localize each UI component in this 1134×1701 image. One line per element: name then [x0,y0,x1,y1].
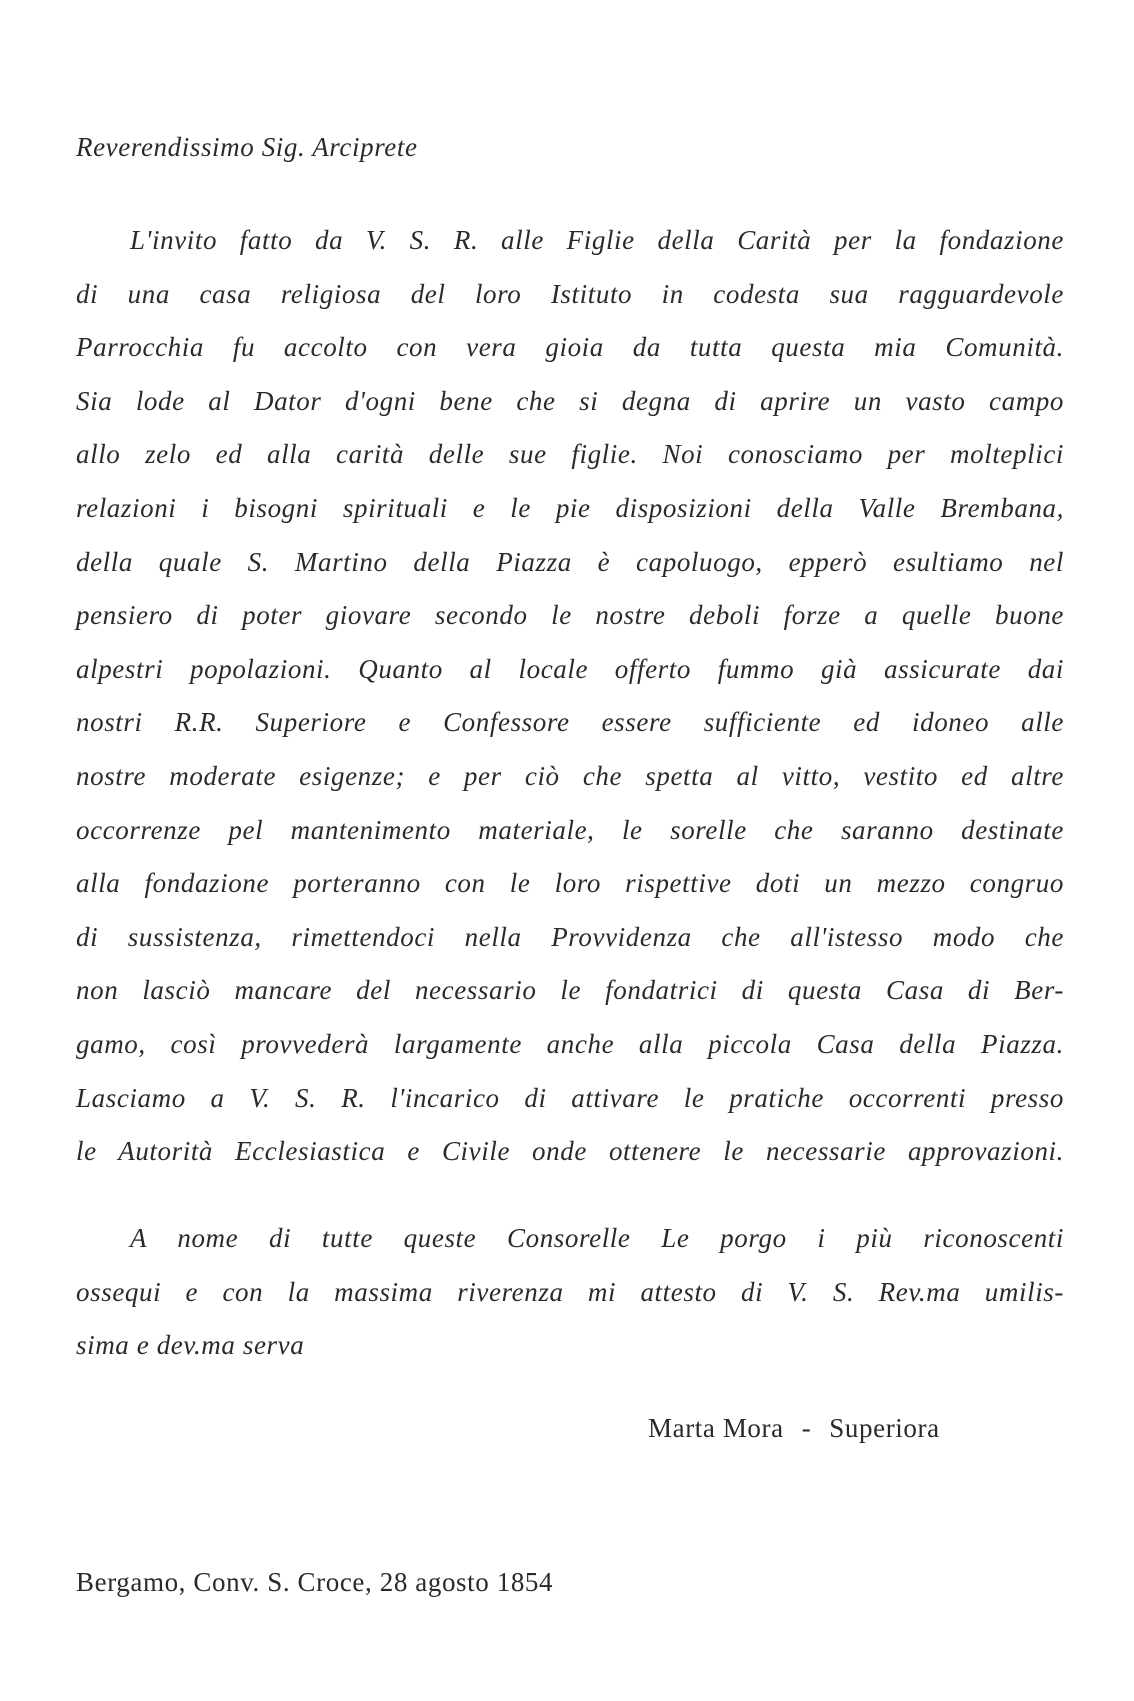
text-line: relazioni i bisogni spirituali e le pie disposizioni della Valle Brembana, [76,492,1064,523]
text-line: Lasciamo a V. S. R. l'incarico di attivare le pratiche occorrenti presso [76,1082,1064,1113]
paragraph-invitation [76,214,1064,1179]
signature [648,1413,940,1444]
paragraph-closing [76,1212,1064,1373]
text-line: gamo, così provvederà largamente anche alla piccola Casa della Piazza. [76,1028,1064,1059]
text-line: ossequi e con la massima riverenza mi attesto di V. S. Rev.ma umilis- [76,1276,1064,1307]
text-line: L'invito fatto da V. S. R. alle Figlie della Carità per la fondazione [130,225,1064,255]
text-line: della quale S. Martino della Piazza è capoluogo, epperò esultiamo nel [76,546,1064,577]
salutation: Reverendissimo Sig. Arciprete [76,132,418,162]
text-line: allo zelo ed alla carità delle sue figlie. Noi conosciamo per molteplici [76,439,1064,470]
place-date: Bergamo, Conv. S. Croce, 28 agosto 1854 [76,1567,554,1597]
signature-role: Superiora [829,1413,940,1443]
text-line: le Autorità Ecclesiastica e Civile onde ottenere le necessarie approvazioni. [76,1136,1064,1167]
text-line: alla fondazione porteranno con le loro rispettive doti un mezzo congruo [76,868,1064,899]
text-line: di una casa religiosa del loro Istituto in codesta sua ragguardevole [76,278,1064,309]
text-line: sima e dev.ma serva [76,1330,305,1361]
text-line: alpestri popolazioni. Quanto al locale offerto fummo già assicurate dai [76,653,1064,684]
text-line: Parrocchia fu accolto con vera gioia da tutta questa mia Comunità. [76,332,1064,363]
text-line: nostri R.R. Superiore e Confessore essere sufficiente ed idoneo alle [76,707,1064,738]
text-line: occorrenze pel mantenimento materiale, le sorelle che saranno destinate [76,814,1064,845]
text-line: non lasciò mancare del necessario le fondatrici di questa Casa di Ber- [76,975,1064,1006]
text-line: Sia lode al Dator d'ogni bene che si degna di aprire un vasto campo [76,385,1064,416]
text-line: pensiero di poter giovare secondo le nostre deboli forze a quelle buone [76,600,1064,631]
signature-separator: - [801,1413,812,1443]
signature-name: Marta Mora [648,1413,784,1443]
text-line: di sussistenza, rimettendoci nella Provvidenza che all'istesso modo che [76,921,1064,952]
text-line: nostre moderate esigenze; e per ciò che spetta al vitto, vestito ed altre [76,760,1064,791]
text-line: A nome di tutte queste Consorelle Le porgo i più riconoscenti [130,1223,1064,1253]
